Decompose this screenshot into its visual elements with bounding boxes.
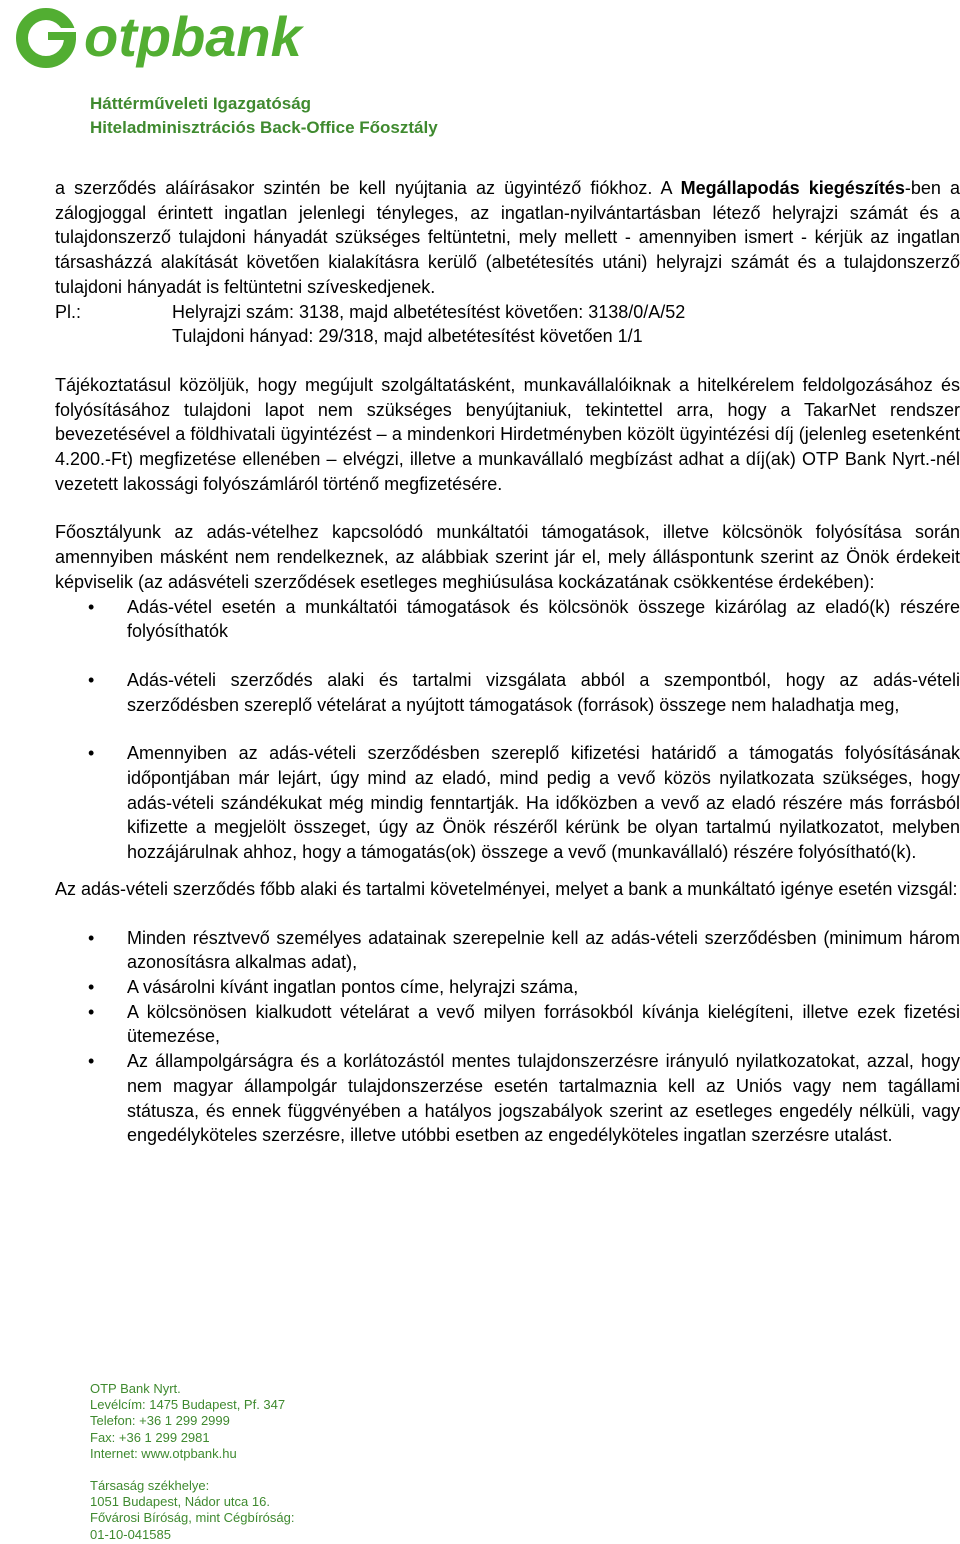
footer-contact: [90, 1381, 294, 1543]
intro-text: a szerződés aláírásakor szintén be kell nyújtania az ügyintéző fiókhoz. A: [55, 178, 681, 198]
list-item: • Amennyiben az adás-vételi szerződésben szereplő kifizetési határidő a támogatás folyósításának időpontjában már lejárt, úgy mind az eladó, mind pedig a vevő közös nyilatkozata szükséges, hogy adás-vételi szándékukat még mindig fenntartják. Ha időközben a vevő az eladó részére más forrásból kifizette a megjelölt összeget, úgy az Önök részéről kérünk be olyan tartalmú nyilatkozatot, melyben hozzájárulnak ahhoz, hogy a támogatás(ok) összege a vevő (munkavállaló) részére folyósítható(k).: [55, 741, 960, 865]
phone-number: Telefon: +36 1 299 2999: [90, 1413, 230, 1429]
company-name: OTP Bank Nyrt.: [90, 1381, 181, 1396]
intro-text-cont: -ben a zálogjoggal érintett ingatlan jelenlegi tényleges, az ingatlan-nyilvántartásban létező helyrajzi számát és a tulajdonszerző tulajdoni hányadát szükséges feltüntetni, mely mellett - amennyiben ismert - kérjük az ingatlan társasházzá alakítását követően kialakításra kerülő (albetétesítés utáni) helyrajzi számát és a tulajdonszerző tulajdoni hányadát is feltüntetni szíveskedjenek.: [55, 178, 960, 297]
seat-label: Társaság székhelye:: [90, 1478, 210, 1494]
court-label: Fővárosi Bíróság, mint Cégbíróság:: [90, 1510, 295, 1526]
list-item: • Adás-vételi szerződés alaki és tartalmi vizsgálata abból a szempontból, hogy az adás-vételi szerződésben szereplő vételárat a nyújtott támogatások (források) összege nem haladhatja meg,: [55, 668, 960, 717]
seat-address: 1051 Budapest, Nádor utca 16.: [90, 1494, 270, 1510]
department-header: [90, 92, 438, 140]
paragraph-requirements: Az adás-vételi szerződés főbb alaki és tartalmi követelményei, melyet a bank a munkáltató igénye esetén vizsgál:: [55, 878, 958, 899]
mail-address: Levélcím: 1475 Budapest, Pf. 347: [90, 1397, 286, 1413]
list-item: • Az állampolgárságra és a korlátozástól mentes tulajdonszerzésre irányuló nyilatkozatokat, azzal, hogy nem magyar állampolgár tulajdonszerzése esetén tartalmaznia kell az Uniós vagy nem tagállami státusza, és ennek függvényében a hatályos jogszabályok szerint az esetleges engedély nélküli, vagy engedélyköteles szerzésre, illetve utóbbi esetben az engedélyköteles ingatlan szerzésre utalást.: [55, 1049, 960, 1148]
list-item: • A vásárolni kívánt ingatlan pontos címe, helyrajzi száma,: [55, 975, 960, 1000]
paragraph-intro: [55, 176, 960, 300]
logo-wordmark: otpbank: [84, 5, 302, 68]
list-item: • Minden résztvevő személyes adatainak szerepelnie kell az adás-vételi szerződésben (minimum három azonosításra alkalmas adat),: [55, 926, 960, 975]
example-line-2: Tulajdoni hányad: 29/318, majd albetétesítést követően 1/1: [172, 326, 643, 347]
registration-number: 01-10-041585: [90, 1526, 171, 1542]
example-block: [55, 300, 960, 325]
website: Internet: www.otpbank.hu: [90, 1445, 237, 1461]
list-item: • Adás-vétel esetén a munkáltatói támogatások és kölcsönök összege kizárólag az eladó(k) részére folyósíthatók: [55, 595, 960, 644]
paragraph-procedure: Főosztályunk az adás-vételhez kapcsolódó munkáltatói támogatások, illetve kölcsönök folyósítása során amennyiben másként nem rendelkeznek, az alábbiak szerint jár el, mely álláspontunk szerint az Önök érdekeit képviselik (az adásvételi szerződések esetleges meghiúsulása kockázatának csökkentése érdekében):: [55, 522, 960, 592]
requirements-list: [55, 926, 960, 1148]
paragraph-takarnet: Tájékoztatásul közöljük, hogy megújult szolgáltatásként, munkavállalóiknak a hitelkérelem feldolgozásához és folyósításához tulajdoni lapot nem szükséges benyújtaniuk, tekintettel arra, hogy a TakarNet rendszer bevezetésével a földhivatali ügyintézést – a mindenkori Hirdetményben közölt ügyintézési díj (jelenleg esetenként 4.200.-Ft) megfizetése ellenében – elvégzi, illetve a munkavállaló megbízást adhat a díj(ak) OTP Bank Nyrt.-nél vezetett lakossági folyószámláról történő megfizetésére.: [55, 374, 960, 494]
procedure-list: [55, 595, 960, 865]
fax-number: Fax: +36 1 299 2981: [90, 1429, 210, 1445]
division-title: Hiteladminisztrációs Back-Office Főosztály: [90, 118, 438, 137]
department-title: Háttérműveleti Igazgatóság: [90, 94, 312, 113]
intro-bold-term: Megállapodás kiegészítés: [680, 178, 905, 198]
list-item: • A kölcsönösen kialkudott vételárat a vevő milyen forrásokból kívánja kielégíteni, illetve ezek fizetési ütemezése,: [55, 1000, 960, 1049]
example-line-1: Helyrajzi szám: 3138, majd albetétesítést követően: 3138/0/A/52: [172, 301, 686, 322]
example-label: Pl.:: [55, 301, 82, 322]
otp-bank-logo: [12, 4, 312, 70]
letter-body: [55, 176, 960, 1148]
